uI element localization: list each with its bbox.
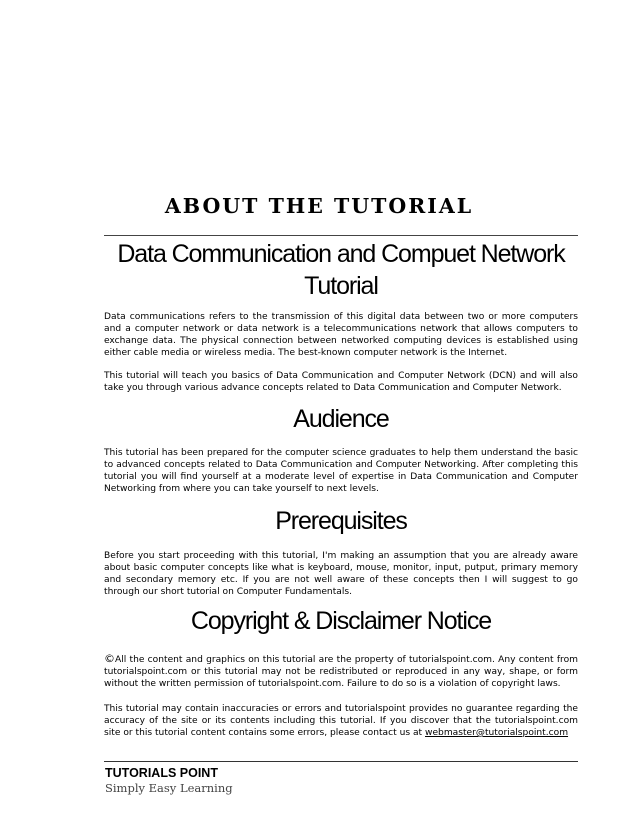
tutorial-title-line1: Data Communication and Compuet Network (117, 240, 565, 268)
disclaimer-text: This tutorial may contain inaccuracies or errors and tutorialspoint provides no guarantee regarding the accuracy of the site or its contents including this tutorial. If you discover that the tutorialspoint.com site or this tutorial content contains some errors, please contact us at (104, 704, 578, 738)
contact-email-link[interactable]: webmaster@tutorialspoint.com (425, 728, 569, 738)
copyright-symbol: © (104, 652, 115, 665)
copyright-paragraph (104, 653, 578, 690)
copyright-heading: Copyright & Disclaimer Notice (190, 607, 492, 635)
audience-heading: Audience (293, 405, 389, 433)
page-title: ABOUT THE TUTORIAL (164, 194, 474, 218)
tutorial-title-line2: Tutorial (304, 272, 378, 300)
footer-tagline: Simply Easy Learning (105, 781, 233, 795)
title-divider (104, 235, 578, 236)
intro-paragraph: Data communications refers to the transmission of this digital data between two or more computers and a computer network or data network is a telecommunications network that allows computers to exchange data. The physical connection between networked computing devices is established using either cable media or wireless media. The best-known computer network is the Internet. (104, 312, 578, 358)
disclaimer-paragraph (104, 703, 578, 739)
intro-paragraph-2: This tutorial will teach you basics of Data Communication and Computer Network (DCN) and will also take you through various advance concepts related to Data Communication and Computer Network. (104, 371, 578, 393)
prerequisites-paragraph: Before you start proceeding with this tutorial, I'm making an assumption that you are already aware about basic computer concepts like what is keyboard, mouse, monitor, input, putput, primary memory and secondary memory etc. If you are not well aware of these concepts then I will suggest to go through our short tutorial on Computer Fundamentals. (104, 551, 578, 597)
footer-brand: TUTORIALS POINT (105, 766, 218, 780)
tutorial-title (104, 238, 578, 302)
copyright-text: All the content and graphics on this tutorial are the property of tutorialspoint.com. Any content from tutorialspoint.com or this tutorial may not be redistributed or reproduced in any way, shape, or form without the written permission of tutorialspoint.com. Failure to do so is a violation of copyright laws. (104, 655, 578, 689)
prerequisites-heading: Prerequisites (275, 507, 407, 535)
footer-divider (104, 761, 578, 762)
audience-paragraph: This tutorial has been prepared for the computer science graduates to help them understand the basic to advanced concepts related to Data Communication and Computer Networking. After completing this tutorial you will find yourself at a moderate level of expertise in Data Communication and Computer Networking from where you can take yourself to next levels. (104, 448, 578, 494)
